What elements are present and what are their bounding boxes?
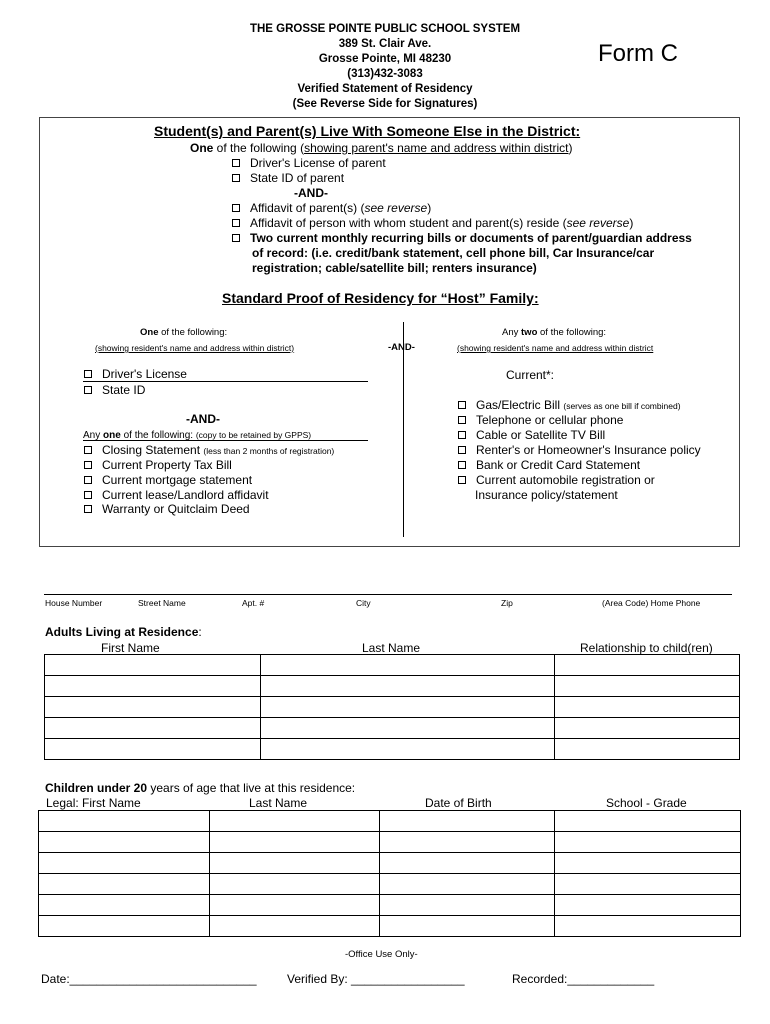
list-item-deed: Warranty or Quitclaim Deed xyxy=(84,502,250,516)
table-cell[interactable] xyxy=(45,676,261,697)
middle-and-separator: -AND- xyxy=(388,342,415,353)
table-cell[interactable] xyxy=(555,895,741,916)
street-address: 389 St. Clair Ave. xyxy=(338,38,432,50)
checkbox-icon[interactable] xyxy=(84,491,92,499)
checkbox-icon[interactable] xyxy=(458,476,466,484)
list-item-auto-registration: Current automobile registration or xyxy=(458,473,655,487)
table-cell[interactable] xyxy=(555,811,741,832)
table-cell[interactable] xyxy=(45,655,261,676)
left-instruction: One of the following: xyxy=(140,327,228,338)
children-col-last-name: Last Name xyxy=(249,796,308,810)
table-cell[interactable] xyxy=(45,718,261,739)
list-item-gas-electric: Gas/Electric Bill (serves as one bill if combined) xyxy=(458,398,681,413)
checkbox-icon[interactable] xyxy=(232,174,240,182)
table-row xyxy=(45,697,740,718)
table-cell[interactable] xyxy=(379,832,555,853)
adults-col-first-name: First Name xyxy=(101,641,160,655)
checkbox-icon[interactable] xyxy=(458,446,466,454)
children-col-school-grade: School - Grade xyxy=(606,796,687,810)
table-cell[interactable] xyxy=(45,697,261,718)
divider-line xyxy=(83,381,368,382)
section1-title: Student(s) and Parent(s) Live With Someone Else in the District: xyxy=(154,123,581,139)
adults-title: Adults Living at Residence: xyxy=(45,625,202,639)
table-cell[interactable] xyxy=(555,853,741,874)
two-bills-line3: registration; cable/satellite bill; renters insurance) xyxy=(252,261,537,275)
table-row xyxy=(39,916,741,937)
list-item-property-tax: Current Property Tax Bill xyxy=(84,458,232,472)
table-cell[interactable] xyxy=(260,718,555,739)
table-cell[interactable] xyxy=(39,874,210,895)
table-cell[interactable] xyxy=(39,832,210,853)
list-item-mortgage: Current mortgage statement xyxy=(84,473,252,487)
label-apt: Apt. # xyxy=(242,598,265,608)
checkbox-icon[interactable] xyxy=(232,219,240,227)
table-row xyxy=(45,739,740,760)
checkbox-icon[interactable] xyxy=(232,159,240,167)
list-item-affidavit-parent: Affidavit of parent(s) (see reverse) xyxy=(232,201,431,215)
left-and-separator: -AND- xyxy=(186,412,220,426)
table-cell[interactable] xyxy=(260,697,555,718)
phone-number: (313)432-3083 xyxy=(347,68,423,80)
form-title: Verified Statement of Residency xyxy=(297,83,473,95)
checkbox-icon[interactable] xyxy=(84,370,92,378)
verified-by-field[interactable]: Verified By: _________________ xyxy=(287,972,465,986)
list-item-two-bills: Two current monthly recurring bills or documents of parent/guardian address xyxy=(232,231,692,245)
city-state-zip: Grosse Pointe, MI 48230 xyxy=(318,53,452,65)
children-table xyxy=(38,810,741,937)
list-item-affidavit-resident: Affidavit of person with whom student and parent(s) reside (see reverse) xyxy=(232,216,633,230)
list-item-state-id: State ID xyxy=(84,383,145,397)
table-cell[interactable] xyxy=(260,739,555,760)
table-cell[interactable] xyxy=(209,916,379,937)
table-cell[interactable] xyxy=(39,811,210,832)
children-col-first-name: Legal: First Name xyxy=(46,796,141,810)
checkbox-icon[interactable] xyxy=(84,505,92,513)
table-cell[interactable] xyxy=(555,874,741,895)
table-cell[interactable] xyxy=(379,811,555,832)
label-home-phone: (Area Code) Home Phone xyxy=(602,598,701,608)
table-cell[interactable] xyxy=(555,718,740,739)
table-row xyxy=(45,676,740,697)
table-cell[interactable] xyxy=(209,853,379,874)
recorded-field[interactable]: Recorded:_____________ xyxy=(512,972,655,986)
checkbox-icon[interactable] xyxy=(458,461,466,469)
table-cell[interactable] xyxy=(39,895,210,916)
checkbox-icon[interactable] xyxy=(458,416,466,424)
table-row xyxy=(39,853,741,874)
list-item-telephone: Telephone or cellular phone xyxy=(458,413,623,427)
table-cell[interactable] xyxy=(260,676,555,697)
checkbox-icon[interactable] xyxy=(84,446,92,454)
list-item-state-id-parent: State ID of parent xyxy=(232,171,344,185)
form-subtitle: (See Reverse Side for Signatures) xyxy=(292,98,478,110)
label-house-number: House Number xyxy=(45,598,103,608)
table-cell[interactable] xyxy=(379,853,555,874)
table-cell[interactable] xyxy=(209,895,379,916)
table-cell[interactable] xyxy=(45,739,261,760)
office-use-only-label: -Office Use Only- xyxy=(345,949,418,960)
table-cell[interactable] xyxy=(555,739,740,760)
address-line[interactable] xyxy=(44,594,732,595)
section2-title: Standard Proof of Residency for “Host” Family: xyxy=(222,290,539,306)
list-item-insurance: Renter's or Homeowner's Insurance policy xyxy=(458,443,701,457)
table-cell[interactable] xyxy=(39,853,210,874)
table-cell[interactable] xyxy=(555,916,741,937)
table-cell[interactable] xyxy=(555,655,740,676)
list-item-drivers-license-parent: Driver's License of parent xyxy=(232,156,386,170)
table-row xyxy=(39,832,741,853)
table-cell[interactable] xyxy=(209,832,379,853)
list-item-cable: Cable or Satellite TV Bill xyxy=(458,428,605,442)
table-cell[interactable] xyxy=(209,874,379,895)
checkbox-icon[interactable] xyxy=(232,234,240,242)
right-showing-note: (showing resident's name and address within district xyxy=(457,343,654,353)
label-city: City xyxy=(356,598,371,608)
school-system-name: THE GROSSE POINTE PUBLIC SCHOOL SYSTEM xyxy=(249,23,521,35)
children-col-dob: Date of Birth xyxy=(425,796,492,810)
table-cell[interactable] xyxy=(379,874,555,895)
and-separator: -AND- xyxy=(294,186,328,200)
list-item-lease: Current lease/Landlord affidavit xyxy=(84,488,269,502)
adults-col-last-name: Last Name xyxy=(362,641,421,655)
auto-registration-line2: Insurance policy/statement xyxy=(475,488,618,502)
children-title: Children under 20 years of age that live at this residence: xyxy=(45,781,356,795)
current-label: Current*: xyxy=(506,368,555,382)
table-row xyxy=(39,895,741,916)
checkbox-icon[interactable] xyxy=(458,401,466,409)
adults-col-relationship: Relationship to child(ren) xyxy=(580,641,713,655)
list-item-bank: Bank or Credit Card Statement xyxy=(458,458,640,472)
table-cell[interactable] xyxy=(379,916,555,937)
checkbox-icon[interactable] xyxy=(84,476,92,484)
right-instruction: Any two of the following: xyxy=(502,327,607,338)
label-zip: Zip xyxy=(501,598,513,608)
list-item-closing-statement: Closing Statement (less than 2 months of registration) xyxy=(84,443,334,458)
table-cell[interactable] xyxy=(555,832,741,853)
form-label: Form C xyxy=(598,40,678,67)
checkbox-icon[interactable] xyxy=(84,386,92,394)
section1-instruction: One of the following (showing parent's name and address within district) xyxy=(190,141,573,155)
table-cell[interactable] xyxy=(555,676,740,697)
left-any-one-instruction: Any one of the following: (copy to be retained by GPPS) xyxy=(83,430,312,441)
adults-table xyxy=(44,654,740,760)
list-item-drivers-license: Driver's License xyxy=(84,367,187,381)
divider-line xyxy=(83,440,368,441)
date-field[interactable]: Date:____________________________ xyxy=(41,972,257,986)
column-divider xyxy=(403,322,404,537)
table-cell[interactable] xyxy=(555,697,740,718)
table-cell[interactable] xyxy=(260,655,555,676)
table-cell[interactable] xyxy=(379,895,555,916)
table-cell[interactable] xyxy=(209,811,379,832)
table-row xyxy=(45,718,740,739)
checkbox-icon[interactable] xyxy=(232,204,240,212)
two-bills-line2: of record: (i.e. credit/bank statement, cell phone bill, Car Insurance/car xyxy=(252,246,655,260)
table-row xyxy=(39,811,741,832)
table-cell[interactable] xyxy=(39,916,210,937)
left-showing-note: (showing resident's name and address within district) xyxy=(95,343,295,353)
table-row xyxy=(45,655,740,676)
label-street-name: Street Name xyxy=(138,598,186,608)
checkbox-icon[interactable] xyxy=(458,431,466,439)
table-row xyxy=(39,874,741,895)
checkbox-icon[interactable] xyxy=(84,461,92,469)
